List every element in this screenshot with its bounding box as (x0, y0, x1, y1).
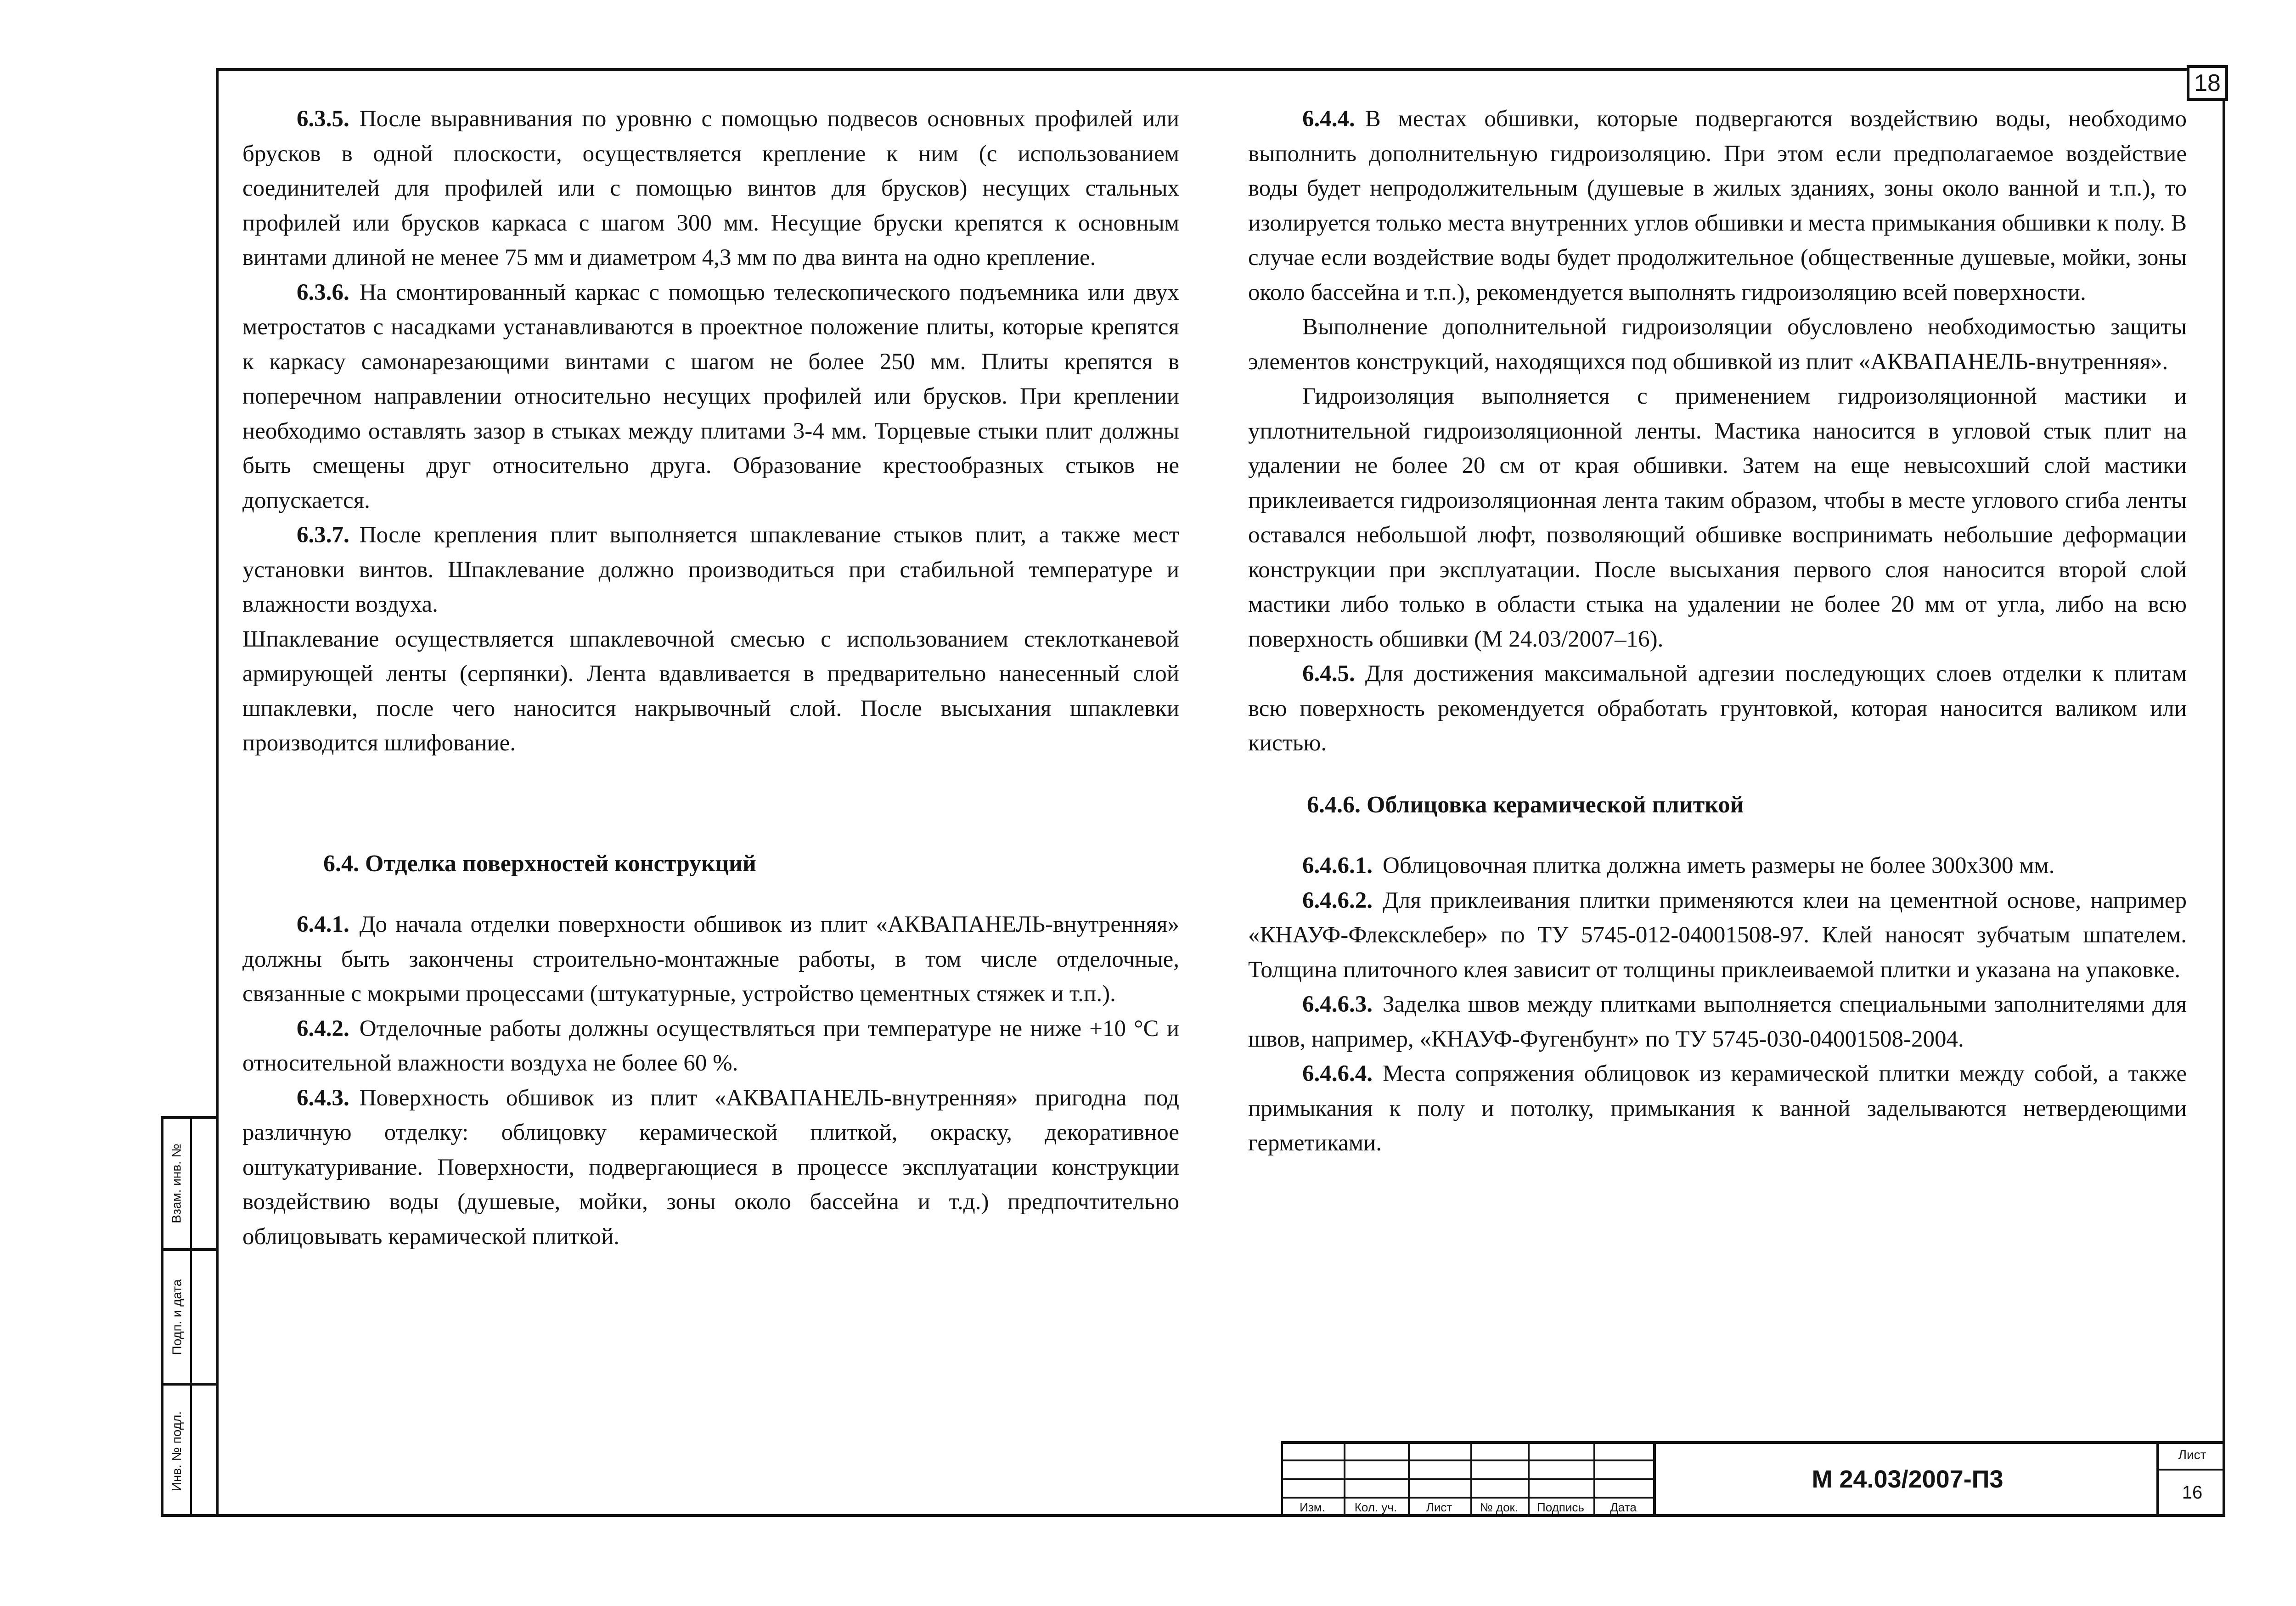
side-stamp-field (163, 1251, 190, 1383)
paragraph (1248, 1057, 2187, 1161)
paragraph (242, 1081, 1179, 1255)
title-block (1281, 1441, 2225, 1517)
clause-number: 6.4.6.2. (1302, 887, 1373, 913)
title-block-header: Лист (1426, 1500, 1452, 1514)
sheet-number: 16 (2182, 1482, 2203, 1503)
paragraph (1248, 102, 2187, 310)
paragraph-text: На смонтированный каркас с помощью телескопического подъемника или двух метростатов с насадками устанавливаются в проектное положение плиты, которые крепятся к каркасу самонарезающими винтами с шагом не более 250 мм. Плиты крепятся в поперечном направлении относительно несущих профилей или брусков. При креплении необходимо оставлять зазор в стыках между плитами 3-4 мм. Торцевые стыки плит должны быть смещены друг относительно друга. Образование крестообразных стыков не допускается. (242, 279, 1179, 513)
side-stamp-field (163, 1386, 190, 1517)
paragraph: Выполнение дополнительной гидроизоляции обусловлено необходимостью защиты элементов конструкций, находящихся под обшивкой из плит «АКВАПАНЕЛЬ-внутренняя». (1248, 314, 2187, 375)
paragraph (242, 518, 1179, 622)
paragraph (242, 1012, 1179, 1081)
left-text-column (242, 102, 1179, 1254)
title-block-header: № док. (1480, 1500, 1519, 1514)
paragraph (1248, 657, 2187, 761)
side-stamp-divider (190, 1119, 192, 1514)
paragraph-text: Отделочные работы должны осуществляться при температуре не ниже +10 °С и относительной влажности воздуха не более 60 %. (242, 1015, 1179, 1076)
paragraph-text: До начала отделки поверхности обшивок из плит «АКВАПАНЕЛЬ-внутренняя» должны быть закончены строительно-монтажные работы, в том числе отделочные, связанные с мокрыми процессами (штукатурные, устройство цементных стяжек и т.п.). (242, 912, 1179, 1007)
sheet-label: Лист (2159, 1441, 2225, 1471)
clause-number: 6.3.6. (297, 279, 349, 305)
title-block-header: Дата (1610, 1500, 1637, 1514)
paragraph-text: Для достижения максимальной адгезии последующих слоев отделки к плитам всю поверхность рекомендуется обработать грунтовкой, которая наносится валиком или кистью. (1248, 661, 2187, 756)
paragraph-text: После выравнивания по уровню с помощью подвесов основных профилей или брусков в одной плоскости, осуществляется крепление к ним (с использованием соединителей для профилей или с помощью винтов для брусков) несущих стальных профилей или брусков каркаса с шагом 300 мм. Несущие бруски крепятся к основным винтами длиной не менее 75 мм и диаметром 4,3 мм по два винта на одно крепление. (242, 106, 1179, 270)
clause-number: 6.3.7. (297, 522, 349, 548)
title-block-header: Подпись (1537, 1500, 1584, 1514)
side-stamp-label: Инв. № подл. (169, 1411, 184, 1492)
paragraph-text: Облицовочная плитка должна иметь размеры не более 300х300 мм. (1383, 853, 2055, 879)
clause-number: 6.4.4. (1302, 106, 1355, 132)
paragraph (242, 907, 1179, 1012)
paragraph-text: Для приклеивания плитки применяются клеи на цементной основе, например «КНАУФ-Флексклебер» по ТУ 5745-012-04001508-97. Клей наносят зубчатым шпателем. Толщина плиточного клея зависит от толщины приклеиваемой плитки и указана на упаковке. (1248, 887, 2187, 983)
side-stamp-column (161, 1116, 219, 1517)
clause-number: 6.4.6.1. (1302, 853, 1373, 879)
side-stamp-label: Подп. и дата (169, 1279, 184, 1355)
clause-number: 6.4.1. (297, 912, 349, 937)
paragraph-text: Заделка швов между плитками выполняется специальными заполнителями для швов, например, «КНАУФ-Фугенбунт» по ТУ 5745-030-04001508-2004. (1248, 992, 2187, 1052)
paragraph (1248, 849, 2187, 884)
paragraph-text: В местах обшивки, которые подвергаются воздействию воды, необходимо выполнить дополнительную гидроизоляцию. При этом если предполагаемое воздействие воды будет непродолжительным (душевые в жилых зданиях, зоны около ванной и т.п.), то изолируется только места внутренних углов обшивки и места примыкания обшивки к полу. В случае если воздействие воды будет продолжительное (общественные душевые, мойки, зоны около бассейна и т.п.), рекомендуется выполнять гидроизоляцию всей поверхности. (1248, 106, 2187, 305)
clause-number: 6.4.5. (1302, 661, 1355, 687)
section-heading: 6.4.6. Облицовка керамической плиткой (1307, 791, 1744, 818)
section-heading: 6.4. Отделка поверхностей конструкций (323, 850, 756, 877)
title-block-header: Кол. уч. (1354, 1500, 1397, 1514)
paragraph (242, 276, 1179, 518)
grid-line (1281, 1459, 1653, 1461)
clause-number: 6.4.6.4. (1302, 1061, 1373, 1087)
clause-number: 6.3.5. (297, 106, 349, 132)
document-code: М 24.03/2007-П3 (1653, 1441, 2159, 1517)
paragraph (1248, 884, 2187, 988)
right-text-column (1248, 102, 2187, 1161)
clause-number: 6.4.2. (297, 1015, 349, 1042)
side-stamp-label: Взам. инв. № (169, 1144, 184, 1223)
paragraph-text: Поверхность обшивок из плит «АКВАПАНЕЛЬ-внутренняя» пригодна под различную отделку: облицовку керамической плиткой, окраску, декоративное оштукатуривание. Поверхности, подвергающиеся в процессе эксплуатации конструкции воздействию воды (душевые, мойки, зоны около бассейна и т.д.) предпочтительно облицовывать керамической плиткой. (242, 1085, 1179, 1250)
clause-number: 6.4.6.3. (1302, 992, 1373, 1017)
paragraph: Шпаклевание осуществляется шпаклевочной смесью с использованием стеклотканевой армирующей ленты (серпянки). Лента вдавливается в предварительно нанесенный слой шпаклевки, после чего наносится накрывочный слой. После высыхания шпаклевки производится шлифование. (242, 626, 1179, 756)
paragraph (242, 102, 1179, 276)
paragraph (1248, 987, 2187, 1057)
grid-line (1281, 1478, 1653, 1480)
paragraph: Гидроизоляция выполняется с применением гидроизоляционной мастики и уплотнительной гидроизоляционной ленты. Мастика наносится в угловой стык плит на удалении не более 20 см от края обшивки. Затем на еще невысохший слой мастики приклеивается гидроизоляционная лента таким образом, чтобы в месте углового сгиба ленты оставался небольшой люфт, позволяющий обшивке воспринимать небольшие деформации конструкции при эксплуатации. После высыхания первого слоя наносится второй слой мастики либо только в области стыка на удалении не более 20 мм от угла, либо на всю поверхность обшивки (М 24.03/2007–16). (1248, 383, 2187, 652)
title-block-revision-grid (1281, 1441, 1653, 1517)
corner-page-number: 18 (2187, 65, 2228, 101)
paragraph-text: Места сопряжения облицовок из керамической плитки между собой, а также примыкания к полу и потолку, примыкания к ванной заделываются нетвердеющими герметиками. (1248, 1061, 2187, 1156)
title-block-header: Изм. (1300, 1500, 1325, 1514)
side-stamp-field (163, 1119, 190, 1248)
clause-number: 6.4.3. (297, 1085, 349, 1111)
sheet-cell (2156, 1441, 2225, 1517)
paragraph-text: После крепления плит выполняется шпаклевание стыков плит, а также мест установки винтов. Шпаклевание должно производиться при стабильной температуре и влажности воздуха. (242, 522, 1179, 617)
